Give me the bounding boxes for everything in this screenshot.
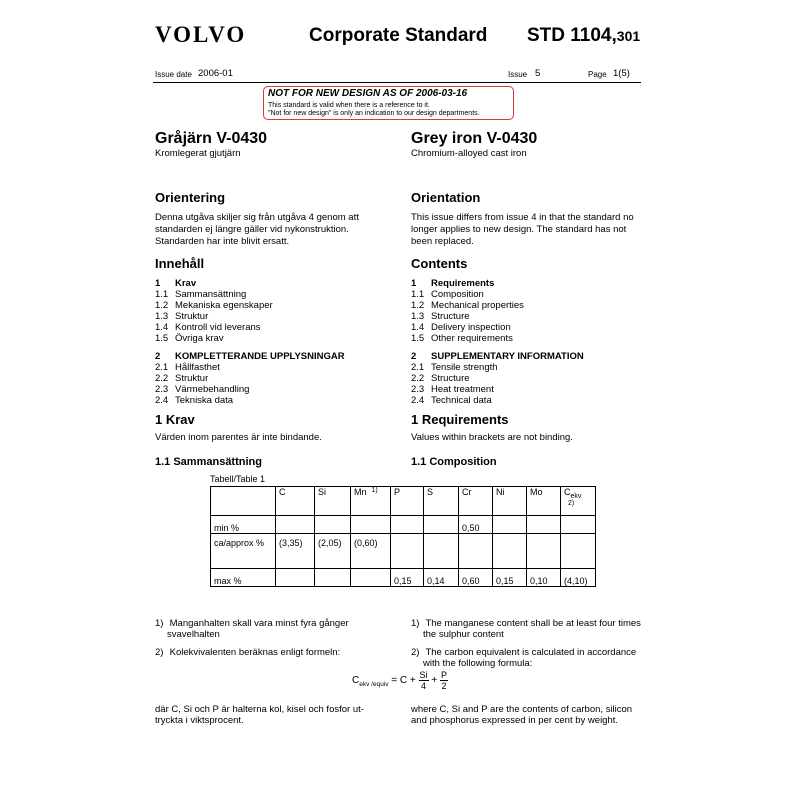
formula-lhs-sub: ekv /equiv xyxy=(359,681,389,689)
table-header-cell: P xyxy=(391,487,424,516)
table-cell xyxy=(493,534,527,569)
table-cell: 0,50 xyxy=(459,516,493,534)
row-label: max % xyxy=(211,569,276,587)
footnote-number: 2) xyxy=(411,647,420,658)
table-row xyxy=(211,516,596,534)
requirements-text-en: Values within brackets are not binding. xyxy=(411,432,573,443)
table-caption: Tabell/Table 1 xyxy=(210,474,266,484)
footnote-line: The manganese content shall be at least four times xyxy=(425,618,641,629)
explanation-line: där C, Si och P är halterna kol, kisel och fosfor ut- xyxy=(155,704,364,715)
toc-num: 1.4 xyxy=(155,322,169,333)
table-header-cell xyxy=(211,487,276,516)
toc-label: Structure xyxy=(431,311,470,322)
footnote-number: 2) xyxy=(155,647,164,658)
toc-item xyxy=(411,395,584,406)
toc-item xyxy=(411,278,584,289)
toc-item xyxy=(155,395,345,406)
table-cell xyxy=(459,534,493,569)
table-cell xyxy=(493,516,527,534)
toc-num: 2.1 xyxy=(155,362,169,373)
standard-number xyxy=(527,25,640,47)
composition-heading-en: 1.1 Composition xyxy=(411,456,497,468)
toc-num: 2 xyxy=(155,351,161,362)
table-cell xyxy=(315,569,351,587)
toc-num: 1 xyxy=(155,278,161,289)
standard-number-main: STD 1104, xyxy=(527,25,617,46)
toc-num: 1.3 xyxy=(411,311,425,322)
toc-label: Hållfasthet xyxy=(175,362,220,373)
volvo-logo: VOLVO xyxy=(155,22,247,47)
requirements-heading-sv: 1 Krav xyxy=(155,412,195,427)
table-header-cell xyxy=(561,487,596,516)
footnote-line: with the following formula: xyxy=(423,658,533,669)
table-cell: 0,60 xyxy=(459,569,493,587)
table-cell xyxy=(351,569,391,587)
orientation-text-sv xyxy=(155,212,359,248)
orientation-line: been replaced. xyxy=(411,236,474,247)
title-en: Grey iron V-0430 xyxy=(411,130,538,147)
footnote-1-en xyxy=(411,618,641,640)
toc-label: Other requirements xyxy=(431,333,513,344)
table-header-cell: Si xyxy=(315,487,351,516)
table-cell xyxy=(561,534,596,569)
table-cell xyxy=(527,534,561,569)
requirements-heading-en: 1 Requirements xyxy=(411,412,509,427)
toc-num: 1 xyxy=(411,278,417,289)
toc-label: Delivery inspection xyxy=(431,322,511,333)
table-cell: (0,60) xyxy=(351,534,391,569)
footnote-line: Manganhalten skall vara minst fyra gånger xyxy=(169,618,349,629)
orientation-heading-sv: Orientering xyxy=(155,190,226,205)
footnote-line: svavelhalten xyxy=(167,629,220,640)
contents-heading-sv: Innehåll xyxy=(155,256,205,271)
subtitle-en: Chromium-alloyed cast iron xyxy=(411,148,527,159)
standard-number-suffix: 301 xyxy=(616,28,641,44)
notice-line-1: This standard is valid when there is a reference to it. xyxy=(268,102,430,109)
table-cell xyxy=(276,516,315,534)
issue-label: Issue xyxy=(508,70,528,79)
toc-item xyxy=(155,311,345,322)
toc-num: 2 xyxy=(411,351,417,362)
table-header-cell: Cr xyxy=(459,487,493,516)
table-cell: (4,10) xyxy=(561,569,596,587)
document-type-title: Corporate Standard xyxy=(309,25,488,46)
toc-item xyxy=(155,384,345,395)
formula-plus: + xyxy=(428,675,440,687)
toc-label: Övriga krav xyxy=(175,333,224,344)
table-cell: (3,35) xyxy=(276,534,315,569)
toc-item xyxy=(155,362,345,373)
toc-item xyxy=(155,278,345,289)
toc-label: Sammansättning xyxy=(175,289,247,300)
table-header-row xyxy=(211,487,596,516)
issue-date-value: 2006-01 xyxy=(198,68,233,79)
fraction-denominator: 4 xyxy=(421,681,427,691)
header-mn: Mn xyxy=(354,487,367,497)
toc-num: 2.2 xyxy=(155,373,169,384)
orientation-line: Standarden har inte blivit ersatt. xyxy=(155,236,290,247)
explanation-line: where C, Si and P are the contents of carbon, silicon xyxy=(411,704,633,715)
toc-label: Tensile strength xyxy=(431,362,498,373)
header-rule xyxy=(153,82,641,83)
table-cell xyxy=(391,534,424,569)
table-cell: (2,05) xyxy=(315,534,351,569)
footnote-line: The carbon equivalent is calculated in accordance xyxy=(425,647,637,658)
footnote-1-sv xyxy=(155,618,349,640)
toc-label: Struktur xyxy=(175,373,209,384)
page-value: 1(5) xyxy=(613,68,630,79)
table-row xyxy=(211,534,596,569)
table-cell xyxy=(276,569,315,587)
formula-fraction-si xyxy=(419,670,429,691)
header-cekv-sub: ekv xyxy=(570,492,582,500)
toc-num: 1.5 xyxy=(155,333,169,344)
toc-item xyxy=(411,384,584,395)
toc-item xyxy=(155,300,345,311)
footnote-number: 1) xyxy=(155,618,164,629)
toc-num: 1.1 xyxy=(155,289,169,300)
subtitle-sv: Kromlegerat gjutjärn xyxy=(155,148,241,159)
formula-lhs: C xyxy=(352,675,360,687)
toc-item xyxy=(411,311,584,322)
table-header-cell: C xyxy=(276,487,315,516)
toc-num: 2.3 xyxy=(411,384,425,395)
toc-num: 1.1 xyxy=(411,289,425,300)
toc-item xyxy=(155,351,345,362)
toc-num: 1.2 xyxy=(155,300,169,311)
toc-num: 1.3 xyxy=(155,311,169,322)
orientation-line: standarden ej längre gäller vid nykonstruktion. xyxy=(155,224,349,235)
table-header-cell: Ni xyxy=(493,487,527,516)
toc-item xyxy=(155,373,345,384)
orientation-line: Denna utgåva skiljer sig från utgåva 4 genom att xyxy=(155,212,359,223)
formula-eq: = C + xyxy=(388,675,419,687)
table-cell: 0,10 xyxy=(527,569,561,587)
toc-label: Tekniska data xyxy=(175,395,234,406)
toc-num: 2.3 xyxy=(155,384,169,395)
formula-explanation-sv xyxy=(155,704,364,726)
toc-item xyxy=(411,289,584,300)
toc-item xyxy=(155,322,345,333)
fraction-numerator: P xyxy=(440,670,447,680)
orientation-line: This issue differs from issue 4 in that the standard no xyxy=(411,212,634,223)
toc-label: Krav xyxy=(175,278,197,289)
toc-num: 1.5 xyxy=(411,333,425,344)
page-label: Page xyxy=(588,70,607,79)
toc-item xyxy=(411,300,584,311)
title-sv: Gråjärn V-0430 xyxy=(155,130,268,147)
toc-num: 2.4 xyxy=(411,395,425,406)
table-cell xyxy=(391,516,424,534)
toc-num: 1.4 xyxy=(411,322,425,333)
orientation-line: longer applies to new design. The standard has not xyxy=(411,224,627,235)
toc-item xyxy=(411,322,584,333)
footnote-2-en xyxy=(411,647,636,669)
table-cell xyxy=(561,516,596,534)
footnote-ref-1: 1) xyxy=(371,487,378,494)
explanation-line: and phosphorus expressed in per cent by weight. xyxy=(411,715,619,726)
composition-table xyxy=(210,486,596,587)
toc-label: Heat treatment xyxy=(431,384,494,395)
table-header-cell xyxy=(351,487,391,516)
toc-num: 2.1 xyxy=(411,362,425,373)
toc-label: Technical data xyxy=(431,395,492,406)
footnote-number: 1) xyxy=(411,618,420,629)
contents-heading-en: Contents xyxy=(411,256,468,271)
toc-item xyxy=(155,289,345,300)
row-label: min % xyxy=(211,516,276,534)
toc-item xyxy=(411,333,584,344)
toc-label: Värmebehandling xyxy=(175,384,250,395)
formula-explanation-en xyxy=(411,704,632,726)
table-row xyxy=(211,569,596,587)
toc-num: 2.2 xyxy=(411,373,425,384)
table-header-cell: S xyxy=(424,487,459,516)
toc-item xyxy=(411,373,584,384)
toc-label: KOMPLETTERANDE UPPLYSNINGAR xyxy=(175,351,345,362)
toc-en xyxy=(411,278,584,406)
table-cell xyxy=(424,534,459,569)
table-header-cell: Mo xyxy=(527,487,561,516)
table-cell xyxy=(315,516,351,534)
toc-num: 1.2 xyxy=(411,300,425,311)
header-cekv: C xyxy=(564,487,571,497)
toc-label: Mechanical properties xyxy=(431,300,524,311)
toc-item xyxy=(155,333,345,344)
footnote-line: Kolekvivalenten beräknas enligt formeln: xyxy=(169,647,341,658)
toc-label: Requirements xyxy=(431,278,495,289)
footnote-ref-2: 2) xyxy=(568,499,575,507)
fraction-numerator: Si xyxy=(419,670,428,680)
table-cell: 0,14 xyxy=(424,569,459,587)
toc-item xyxy=(411,351,584,362)
orientation-heading-en: Orientation xyxy=(411,190,481,205)
toc-label: Struktur xyxy=(175,311,209,322)
row-label: ca/approx % xyxy=(211,534,276,569)
toc-label: Composition xyxy=(431,289,484,300)
explanation-line: tryckta i viktsprocent. xyxy=(155,715,244,726)
toc-label: Mekaniska egenskaper xyxy=(175,300,273,311)
table-cell: 0,15 xyxy=(391,569,424,587)
table-cell xyxy=(351,516,391,534)
composition-heading-sv: 1.1 Sammansättning xyxy=(155,456,262,468)
table-cell: 0,15 xyxy=(493,569,527,587)
formula-fraction-p xyxy=(440,670,448,691)
issue-date-label: Issue date xyxy=(155,70,192,79)
toc-sv xyxy=(155,278,345,406)
table-cell xyxy=(527,516,561,534)
footnote-2-sv xyxy=(155,647,340,658)
issue-value: 5 xyxy=(535,68,541,79)
toc-label: Structure xyxy=(431,373,470,384)
toc-num: 2.4 xyxy=(155,395,169,406)
orientation-text-en xyxy=(411,212,634,248)
requirements-text-sv: Värden inom parentes är inte bindande. xyxy=(155,432,322,443)
notice-title: NOT FOR NEW DESIGN AS OF 2006-03-16 xyxy=(268,88,468,99)
toc-label: Kontroll vid leverans xyxy=(175,322,261,333)
fraction-denominator: 2 xyxy=(441,681,447,691)
footnote-line: the sulphur content xyxy=(423,629,504,640)
toc-item xyxy=(411,362,584,373)
notice-line-2: "Not for new design" is only an indication to our design departments. xyxy=(268,110,480,117)
toc-label: SUPPLEMENTARY INFORMATION xyxy=(431,351,584,362)
carbon-equivalent-formula xyxy=(352,670,448,691)
table-cell xyxy=(424,516,459,534)
